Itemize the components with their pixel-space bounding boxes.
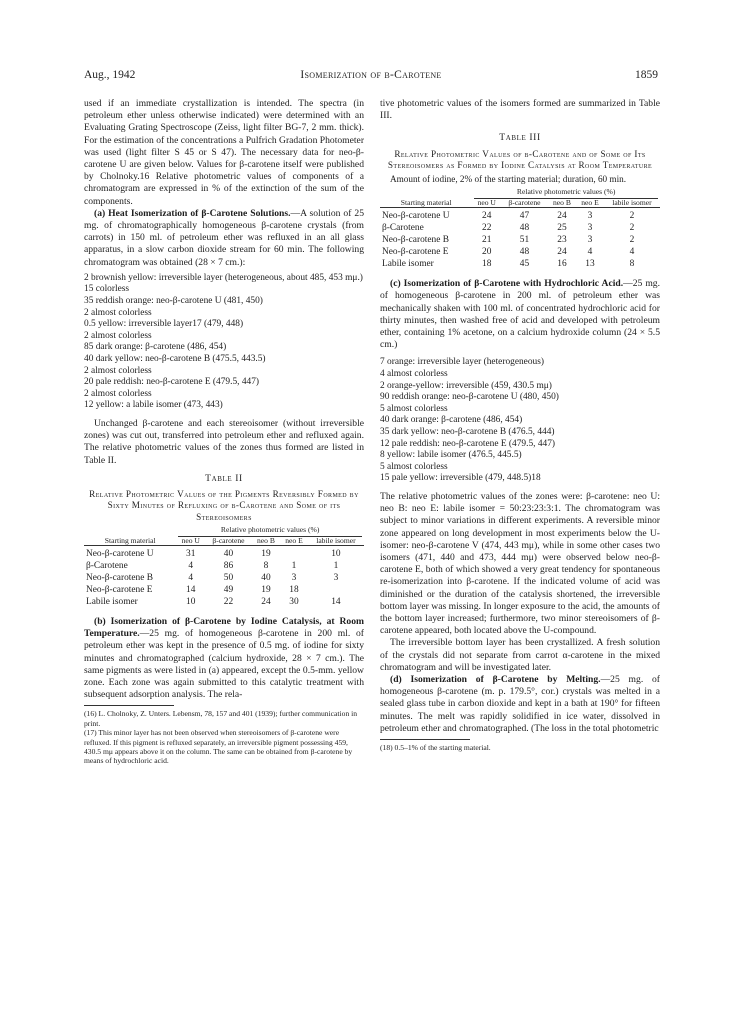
zone-item: 5 almost colorless: [380, 461, 448, 472]
table-row: β-Carotene 22 48 25 3 2: [382, 223, 635, 234]
table-row: Neo-β-carotene E 20 48 24 4 4: [382, 247, 635, 258]
column-header: labile isomer: [316, 535, 356, 545]
footnote-rule: [84, 705, 174, 706]
right-column: [380, 98, 660, 752]
table-row: Neo-β-carotene B 4 50 40 3 3: [86, 573, 339, 584]
zone-item: 4 almost colorless: [380, 369, 448, 380]
column-header: β-carotene: [212, 535, 245, 545]
table-2-caption: Relative Photometric Values of the Pigments Reversibly Formed by Sixty Minutes of Refluxing of β-Carotene and Some of its Stereoisomers: [89, 488, 359, 522]
section-b: [84, 616, 364, 701]
zone-item: 5 almost colorless: [380, 403, 448, 414]
table-row: Neo-β-carotene U 24 47 24 3 2: [382, 211, 635, 222]
table-3-note: Amount of iodine, 2% of the starting material; duration, 60 min.: [390, 174, 627, 185]
table-row: Neo-β-carotene B 21 51 23 3 2: [382, 235, 635, 246]
column-header: neo E: [581, 197, 599, 207]
footnote-16: (16) L. Cholnoky, Z. Unters. Lebensm, 78, 157 and 401 (1939); further communication in print.: [84, 709, 358, 728]
section-d-heading: (d) Isomerization of β-Carotene by Melting.: [390, 674, 601, 686]
column-header: neo U: [181, 535, 200, 545]
chromatogram-zones-c: [380, 357, 660, 485]
zone-item: 40 dark yellow: neo-β-carotene B (475.5, 443.5): [84, 354, 266, 364]
zone-item: 15 colorless: [84, 284, 130, 295]
header-date: Aug., 1942: [84, 69, 136, 81]
zone-item: 2 almost colorless: [84, 307, 152, 318]
zone-item: 2 almost colorless: [84, 330, 152, 341]
table-3: [380, 188, 660, 270]
section-c: [380, 278, 660, 351]
zone-item: 40 dark orange: β-carotene (486, 454): [380, 415, 523, 426]
table-3-group-header: Relative photometric values (%): [516, 187, 616, 197]
section-c-text: —25 mg. of homogeneous β-carotene in 200 ml. of petroleum ether was mechanically shaken with 100 ml. of concentrated hydrochloric acid for thirty minutes, then washed free of acid and developed with petroleum ether, containing 1% acetone, on a calcium hydroxide column (24 × 5.5 cm.): [380, 278, 660, 351]
chromatogram-zones-a: [84, 273, 364, 412]
footnote-18: (18) 0.5–1% of the starting material.: [380, 743, 491, 753]
table-row: Neo-β-carotene E 14 49 19 18: [86, 585, 299, 596]
table-3-title: Table III: [499, 132, 541, 144]
zone-item: 2 brownish yellow: irreversible layer (heterogeneous, about 485, 453 mμ.): [84, 272, 363, 283]
zone-item: 8 yellow: labile isomer (476.5, 445.5): [380, 450, 522, 461]
paragraph-relative-values: The relative photometric values of the zones were: β-carotene: neo U: neo B: neo E: labile isomer = 50:23:23:3:1. The chromatogram was subject to minor variations in different experiments. A reversible minor zone appeared on long development in most experiments below the U-isomer: neo-β-carotene V (474, 443 mμ), while in some other cases two isomers (471, 440 and 473, 444 mμ) were observed below neo-β-carotene E, both of which showed a very great tendency for spontaneous re-isomerization into β-carotene. If the indicated volume of acid was diminished or the duration of the catalysis shortened, the irreversible bottom layer was missing. In longer exposure to the acid, the amounts of the bottom layer increased; furthermore, two minor stereoisomers of β-carotene appeared, both located above the U-compound.: [380, 490, 660, 637]
zone-item: 2 orange-yellow: irreversible (459, 430.5 mμ): [380, 380, 552, 391]
zone-item: 15 pale yellow: irreversible (479, 448.5)18: [380, 473, 541, 484]
running-header: [84, 68, 658, 82]
column-header: β-carotene: [508, 197, 541, 207]
table-2-title: Table II: [205, 472, 243, 484]
table-row: Labile isomer 10 22 24 30 14: [86, 597, 341, 608]
section-a-text: —A solution of 25 mg. of chromatographically homogeneous β-carotene crystals (from carrots) in 150 ml. of petroleum ether was refluxed in an all glass apparatus, in a slow carbon dioxide stream for 60 min. The following chromatogram was obtained (28 × 7 cm.):: [84, 207, 364, 268]
section-a: [84, 208, 364, 269]
footnote-17: (17) This minor layer has not been observed when stereoisomers of β-carotene were refluxed. If this pigment is refluxed separately, an irreversible pigment possessing 459, 430.5 mμ appears above it on the column. The same can be obtained from β-carotene by means of hydrochloric acid.: [84, 728, 353, 766]
table-row: Labile isomer 18 45 16 13 8: [382, 259, 635, 270]
section-d-text: —25 mg. of homogeneous β-carotene (m. p. 179.5°, cor.) crystals was melted in a sealed glass tube in carbon dioxide and kept in a bath at 190° for fifteen minutes. The melt was rapidly solidified in ice water, dissolved in petroleum ether and chromatographed. (The loss in the total photometric: [380, 674, 660, 734]
section-c-heading: (c) Isomerization of β-Carotene with Hydrochloric Acid.: [390, 278, 624, 290]
zone-item: 85 dark orange: β-carotene (486, 454): [84, 342, 227, 353]
table-2-group-header: Relative photometric values (%): [220, 525, 320, 535]
footnote-rule: [380, 739, 470, 740]
column-header: neo U: [477, 197, 496, 207]
paragraph-refluxed: Unchanged β-carotene and each stereoisomer (without irreversible zones) was cut out, transferred into petroleum ether and refluxed again. The relative photometric values of the zones thus formed are listed in Table II.: [84, 417, 364, 466]
left-column: [84, 98, 364, 766]
zone-item: 2 almost colorless: [84, 365, 152, 376]
section-a-heading: (a) Heat Isomerization of β-Carotene Solutions.: [94, 207, 291, 219]
table-row: β-Carotene 4 86 8 1 1: [86, 561, 339, 572]
zone-item: 2 almost colorless: [84, 388, 152, 399]
paragraph-bottom-layer: The irreversible bottom layer has been crystallized. A fresh solution of the crystals did not separate from carrot α-carotene in the mixed chromatogram and will be investigated later.: [380, 637, 660, 673]
zone-item: 7 orange: irreversible layer (heterogeneous): [380, 357, 544, 368]
column-header: neo B: [256, 535, 275, 545]
zone-item: 0.5 yellow: irreversible layer17 (479, 448): [84, 319, 244, 330]
column-header: neo E: [285, 535, 303, 545]
zone-item: 12 pale reddish: neo-β-carotene E (479.5, 447): [380, 438, 556, 449]
zone-item: 35 dark yellow: neo-β-carotene B (476.5, 444): [380, 427, 555, 438]
table-3-caption: Relative Photometric Values of β-Carotene and of Some of Its Stereoisomers as Formed by Iodine Catalysis at Room Temperature: [387, 148, 653, 171]
section-b-heading: (b) Isomerization of β-Carotene by Iodine Catalysis, at Room Temperature.: [84, 616, 364, 640]
table-row: Neo-β-carotene U 31 40 19 10: [86, 549, 341, 560]
column-header: labile isomer: [612, 197, 652, 207]
paragraph-continued: tive photometric values of the isomers formed are summarized in Table III.: [380, 98, 660, 122]
zone-item: 90 reddish orange: neo-β-carotene U (480, 450): [380, 392, 559, 403]
zone-item: 12 yellow: a labile isomer (473, 443): [84, 400, 223, 411]
section-d: [380, 674, 660, 735]
page-number: 1859: [635, 69, 658, 81]
column-header: Starting material: [104, 535, 156, 545]
column-header: neo B: [552, 197, 571, 207]
zone-item: 35 reddish orange: neo-β-carotene U (481, 450): [84, 296, 263, 307]
section-b-text: —25 mg. of homogeneous β-carotene in 200 ml. of petroleum ether was kept in the presence of 0.5 mg. of iodine for sixty minutes and chromatographed (calcium hydroxide, 28 × 7 cm.). The same pigments as were listed in (a) appeared, except the 0.5-mm. yellow zone. Each zone was again submitted to this catalytic treatment with subsequent adsorption analysis. The rela-: [84, 628, 364, 701]
table-2: [84, 526, 364, 608]
zone-item: 20 pale reddish: neo-β-carotene E (479.5, 447): [84, 377, 260, 388]
column-header: Starting material: [400, 197, 452, 207]
paragraph-methods: used if an immediate crystallization is intended. The spectra (in petroleum ether unless otherwise indicated) were determined with an Evaluating Grating Spectroscope (Zeiss, light filter BG-7, 2 mm. thick). For the estimation of the concentrations a Pulfrich Gradation Photometer was used (light filter S 45 or S 47). The necessary data for neo-β-carotene U are given below. Values for β-carotene itself were published by Cholnoky.16 Relative photometric values of components of a chromatogram are expressed in % of the extinction of the sum of the components.: [84, 98, 365, 207]
header-title: Isomerization of β-Carotene: [300, 69, 442, 81]
